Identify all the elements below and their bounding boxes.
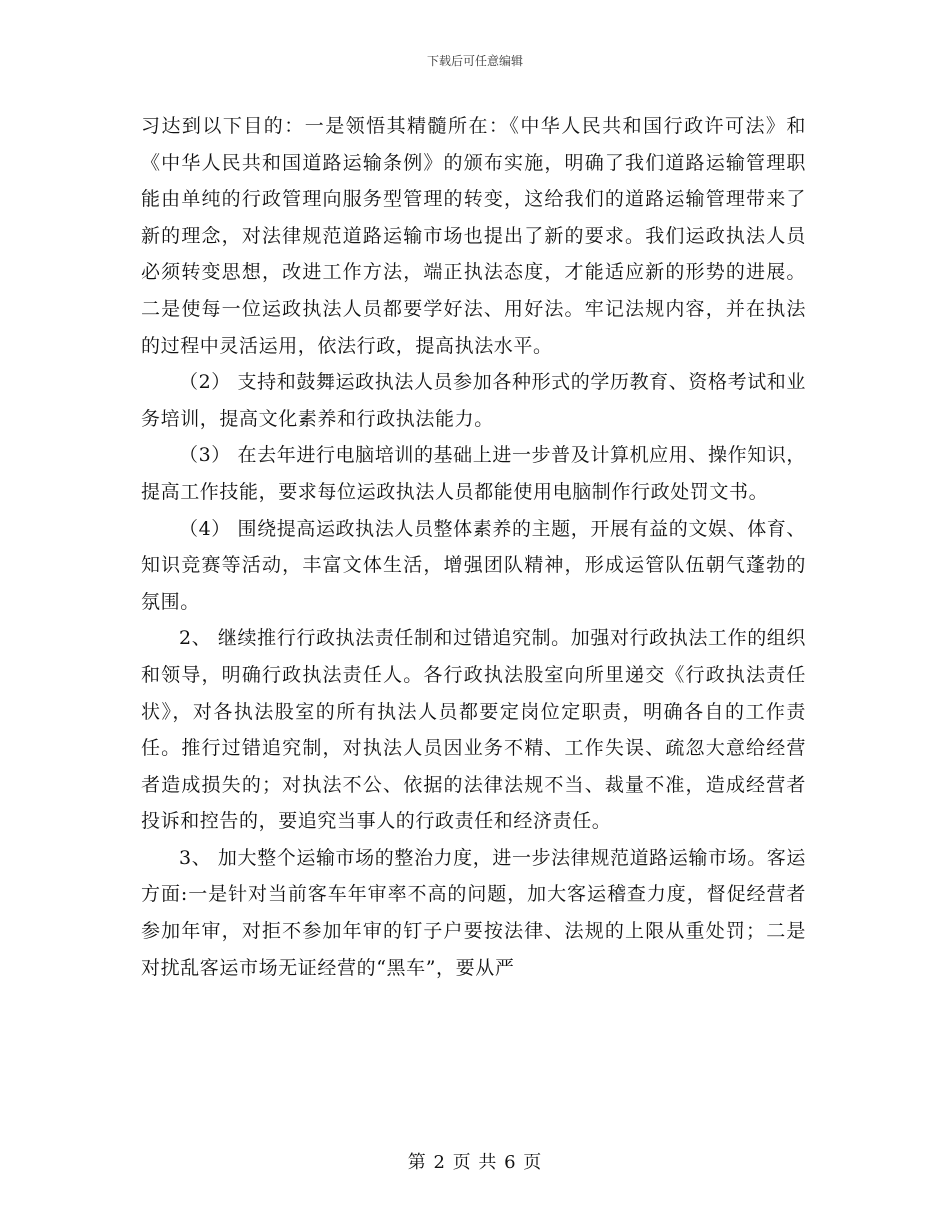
page-number-footer: 第 2 页 共 6 页 [407,1152,543,1173]
paragraph-continuation: 习达到以下目的：一是领悟其精髓所在：《中华人民共和国行政许可法》和《中华人民共和国道路运输条例》的颁布实施，明确了我们道路运输管理职能由单纯的行政管理向服务型管理的转变，这给我们的道路运输管理带来了新的理念，对法律规范道路运输市场也提出了新的要求。我们运政执法人员必须转变思想，改进工作方法，端正执法态度，才能适应新的形势的进展。二是使每一位运政执法人员都要学好法、用好法。牢记法规内容，并在执法的过程中灵活运用，依法行政，提高执法水平。 [141,115,806,357]
paragraph-item-4: （4） 围绕提高运政执法人员整体素养的主题，开展有益的文娱、体育、知识竞赛等活动，丰富文体生活，增强团队精神，形成运管队伍朝气蓬勃的氛围。 [141,517,806,613]
document-body [141,108,806,986]
page-header: 下载后可任意编辑 [426,54,523,68]
paragraph-section-2: 2、 继续推行行政执法责任制和过错追究制。加强对行政执法工作的组织和领导，明确行政执法责任人。各行政执法股室向所里递交《行政执法责任状》，对各执法股室的所有执法人员都要定岗位定职责，明确各自的工作责任。推行过错追究制，对执法人员因业务不精、工作失误、疏忽大意给经营者造成损失的；对执法不公、依据的法律法规不当、裁量不准，造成经营者投诉和控告的，要追究当事人的行政责任和经济责任。 [141,627,806,833]
paragraph-section-3: 3、 加大整个运输市场的整治力度，进一步法律规范道路运输市场。客运方面:一是针对当前客车年审率不高的问题，加大客运稽查力度，督促经营者参加年审，对拒不参加年审的钉子户要按法律、法规的上限从重处罚；二是对扰乱客运市场无证经营的“黑车”，要从严 [141,846,806,979]
paragraph-item-3: （3） 在去年进行电脑培训的基础上进一步普及计算机应用、操作知识，提高工作技能，要求每位运政执法人员都能使用电脑制作行政处罚文书。 [141,444,806,503]
paragraph-item-2: （2） 支持和鼓舞运政执法人员参加各种形式的学历教育、资格考试和业务培训，提高文化素养和行政执法能力。 [141,371,806,430]
